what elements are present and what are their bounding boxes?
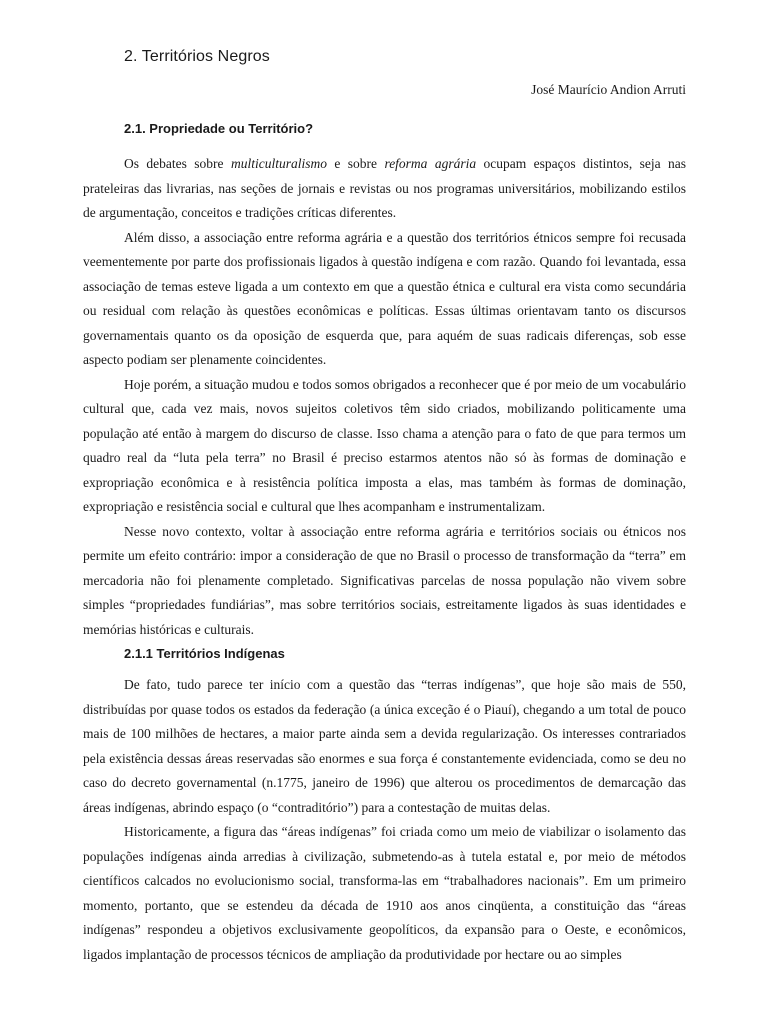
body-paragraph — [83, 152, 686, 226]
paragraph-text: Além disso, a associação entre reforma agrária e a questão dos territórios étnicos sempre foi recusada veementemente por parte dos profissionais ligados à questão indígena e com razão. Quando foi levantada, essa associação de temas esteve ligada a um contexto em que a questão étnica e cultural era vista como secundária ou residual com relação às questões econômicas e políticas. Essas últimas orientavam tanto os discursos governamentais quanto os da oposição de esquerda que, para aquém de suas radicais diferenças, sob esse aspecto podiam ser plenamente coincidentes. — [83, 229, 686, 367]
paragraph-text: Os debates sobre — [124, 156, 231, 171]
italic-term: multiculturalismo — [230, 156, 327, 171]
paragraph-text: ocupam espaços distintos, seja nas prateleiras das livrarias, nas seções de jornais e revistas ou nos programas universitários, mobilizando estilos de argumentação, conceitos e tradições críticas diferentes. — [83, 156, 686, 220]
author-name: José Maurício Andion Arruti — [531, 82, 686, 97]
section-body-propriedade — [83, 152, 686, 642]
page-title: 2. Territórios Negros — [124, 48, 270, 65]
paragraph-text: Hoje porém, a situação mudou e todos somos obrigados a reconhecer que é por meio de um vocabulário cultural que, cada vez mais, novos sujeitos coletivos têm sido criados, mobilizando politicamente uma população até então à margem do discurso de classe. Isso chama a atenção para o fato de que para termos um quadro real da “luta pela terra” no Brasil é preciso estarmos atentos não só às formas de dominação e expropriação econômica e à resistência política imposta a elas, mas também às formas de dominação, expropriação e resistência social e cultural que lhes acompanham e instrumentalizam. — [83, 376, 686, 514]
section-body-territorios-indigenas — [83, 673, 686, 967]
body-paragraph — [83, 373, 686, 520]
body-paragraph — [83, 673, 686, 820]
paragraph-text: Nesse novo contexto, voltar à associação entre reforma agrária e territórios sociais ou étnicos nos permite um efeito contrário: impor a consideração de que no Brasil o processo de transformação da “terra” em mercadoria não foi plenamente completado. Significativas parcelas de nossa população não vivem sobre simples “propriedades fundiárias”, mas sobre territórios sociais, estreitamente ligados às suas identidades e memórias históricas e culturais. — [83, 523, 686, 637]
section-heading-territorios-indigenas: 2.1.1 Territórios Indígenas — [124, 646, 285, 661]
paragraph-text: Historicamente, a figura das “áreas indígenas” foi criada como um meio de viabilizar o isolamento das populações indígenas ainda arredias à civilização, submetendo-as à tutela estatal e, por meio de métodos científicos calcados no evolucionismo social, transforma-las em “trabalhadores nacionais”. Em um primeiro momento, portanto, que se estendeu da década de 1910 aos anos cinqüenta, a constituição das “áreas indígenas” respondeu a objetivos exclusivamente geopolíticos, da expansão para o Oeste, e econômicos, ligados implantação de processos técnicos de ampliação da produtividade por hectare ou ao simples — [83, 824, 686, 962]
body-paragraph — [83, 226, 686, 373]
paragraph-text: De fato, tudo parece ter início com a questão das “terras indígenas”, que hoje são mais de 550, distribuídas por quase todos os estados da federação (a única exceção é o Piauí), chegando a um total de pouco mais de 100 milhões de hectares, a maior parte ainda sem a devida regularização. Os interesses contrariados pela existência dessas áreas reservadas são enormes e sua força é constantemente evidenciada, como se deu no caso do decreto governamental (n.1775, janeiro de 1996) que alterou os procedimentos de demarcação das áreas indígenas, abrindo espaço (o “contraditório”) para a contestação de muitas delas. — [83, 677, 686, 815]
italic-term: reforma agrária — [384, 156, 477, 171]
section-heading-propriedade: 2.1. Propriedade ou Território? — [124, 121, 314, 136]
body-paragraph — [83, 820, 686, 967]
body-paragraph — [83, 520, 686, 643]
paragraph-text: e sobre — [326, 156, 385, 171]
